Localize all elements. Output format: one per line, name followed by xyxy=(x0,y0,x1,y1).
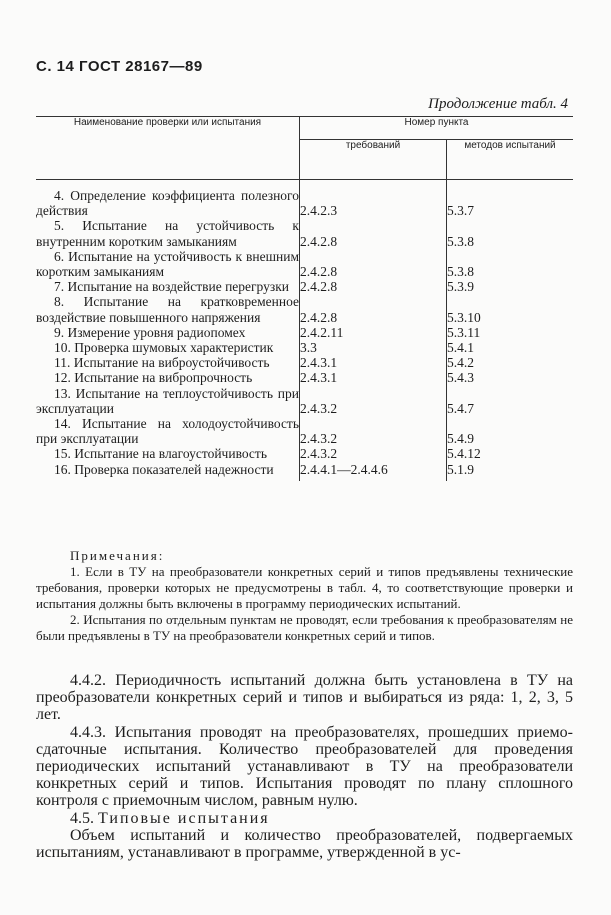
row-test-name: 16. Проверка показателей надежности xyxy=(36,462,300,477)
paragraph-4-4-2: 4.4.2. Периодичность испытаний должна быть установлена в ТУ на преобразователи конкретных серий и типов и выбираться из ряда: 1, 2, 3, 5 лет. xyxy=(36,672,573,724)
table-row xyxy=(36,355,573,370)
row-requirement-ref: 2.4.3.2 xyxy=(300,446,447,461)
row-test-name: 7. Испытание на воздействие перегрузки xyxy=(36,279,300,294)
row-test-name: 12. Испытание на вибропрочность xyxy=(36,370,300,385)
row-requirement-ref: 2.4.2.11 xyxy=(300,325,447,340)
row-method-ref: 5.4.9 xyxy=(447,431,474,447)
test-table xyxy=(36,116,573,481)
row-test-name: 9. Измерение уровня радиопомех xyxy=(36,325,300,340)
row-method-ref: 5.4.3 xyxy=(447,370,474,386)
note-2: 2. Испытания по отдельным пунктам не проводят, если требования к преобразователям не были предъявлены в ТУ на преобразователи конкретных серий и типов. xyxy=(36,612,573,643)
row-test-name: 4. Определение коэффициента полезного действия xyxy=(36,188,299,219)
table-row xyxy=(36,370,573,385)
row-test-name: 13. Испытание на теплоустойчивость при эксплуатации xyxy=(36,385,299,416)
notes-title: Примечания: xyxy=(70,548,165,563)
row-requirement-ref: 2.4.3.2 xyxy=(300,416,447,446)
row-test-name: 11. Испытание на виброустойчивость xyxy=(36,355,300,370)
row-test-name: 14. Испытание на холодоустойчивость при эксплуатации xyxy=(36,416,299,447)
row-requirement-ref: 2.4.3.1 xyxy=(300,355,447,370)
row-requirement-ref: 2.4.4.1—2.4.4.6 xyxy=(300,462,447,477)
section-4-5-title: Типовые испытания xyxy=(98,809,270,827)
section-4-5 xyxy=(36,810,573,827)
row-method-ref: 5.4.12 xyxy=(447,446,481,462)
row-test-name: 8. Испытание на кратковременное воздействие повышенного напряжения xyxy=(36,294,299,325)
paragraph-4-5-text: Объем испытаний и количество преобразователей, подвергаемых испытаниям, устанавливают в программе, утвержденной в ус- xyxy=(36,826,573,862)
row-requirement-ref: 2.4.2.8 xyxy=(300,249,447,279)
table-row xyxy=(36,416,573,446)
row-requirement-ref: 2.4.3.2 xyxy=(300,386,447,416)
table-row xyxy=(36,340,573,355)
col-header-name: Наименование проверки или испытания xyxy=(36,117,300,180)
table-row xyxy=(36,294,573,324)
row-test-name: 15. Испытание на влагоустойчивость xyxy=(36,446,300,461)
table-row xyxy=(36,386,573,416)
table-row xyxy=(36,249,573,279)
row-method-ref: 5.3.7 xyxy=(447,203,474,219)
row-method-ref: 5.3.8 xyxy=(447,233,474,249)
row-requirement-ref: 3.3 xyxy=(300,340,447,355)
row-method-ref: 5.3.11 xyxy=(447,324,481,340)
table-row xyxy=(36,462,573,477)
body-text xyxy=(36,672,573,861)
notes-block xyxy=(36,548,573,644)
table-row xyxy=(36,446,573,461)
table-row xyxy=(36,325,573,340)
col-header-group: Номер пункта xyxy=(300,117,574,140)
table-body xyxy=(36,180,573,481)
paragraph-4-4-3: 4.4.3. Испытания проводят на преобразователях, прошедших приемо-сдаточные испытания. Количество преобразователей для проведения периодических испытаний устанавливают в ТУ на преобразователи конкретных серий и типов. Испытания проводят по плану сплошного контроля с приемочным числом, равным нулю. xyxy=(36,723,573,810)
table-continuation-label: Продолжение табл. 4 xyxy=(428,96,568,112)
row-requirement-ref: 2.4.2.8 xyxy=(300,294,447,324)
row-requirement-ref: 2.4.2.8 xyxy=(300,279,447,294)
note-1: 1. Если в ТУ на преобразователи конкретных серий и типов предъявлены технические требования, проверки которых не предусмотрены в табл. 4, то соответствующие проверки и испытания должны быть включены в программу периодических испытаний. xyxy=(36,564,573,611)
row-test-name: 6. Испытание на устойчивость к внешним коротким замыканиям xyxy=(36,248,299,280)
row-test-name: 10. Проверка шумовых характеристик xyxy=(36,340,300,355)
table-row xyxy=(36,279,573,294)
row-method-ref: 5.3.10 xyxy=(447,309,481,325)
section-4-5-number: 4.5. xyxy=(70,809,94,827)
page-header: С. 14 ГОСТ 28167—89 xyxy=(36,58,203,75)
row-requirement-ref: 2.4.3.1 xyxy=(300,370,447,385)
col-header-methods: методов испытаний xyxy=(447,140,574,180)
row-requirement-ref: 2.4.2.3 xyxy=(300,188,447,218)
row-method-ref: 5.3.8 xyxy=(447,264,474,280)
row-method-ref: 5.4.7 xyxy=(447,400,474,416)
col-header-requirements: требований xyxy=(300,140,447,180)
row-method-ref: 5.1.9 xyxy=(447,461,474,477)
row-requirement-ref: 2.4.2.8 xyxy=(300,218,447,248)
table-row xyxy=(36,188,573,218)
row-test-name: 5. Испытание на устойчивость к внутренним коротким замыканиям xyxy=(36,218,299,249)
table-row xyxy=(36,218,573,248)
row-method-ref: 5.3.9 xyxy=(447,279,474,295)
row-method-ref: 5.4.2 xyxy=(447,355,474,371)
row-method-ref: 5.4.1 xyxy=(447,340,474,356)
